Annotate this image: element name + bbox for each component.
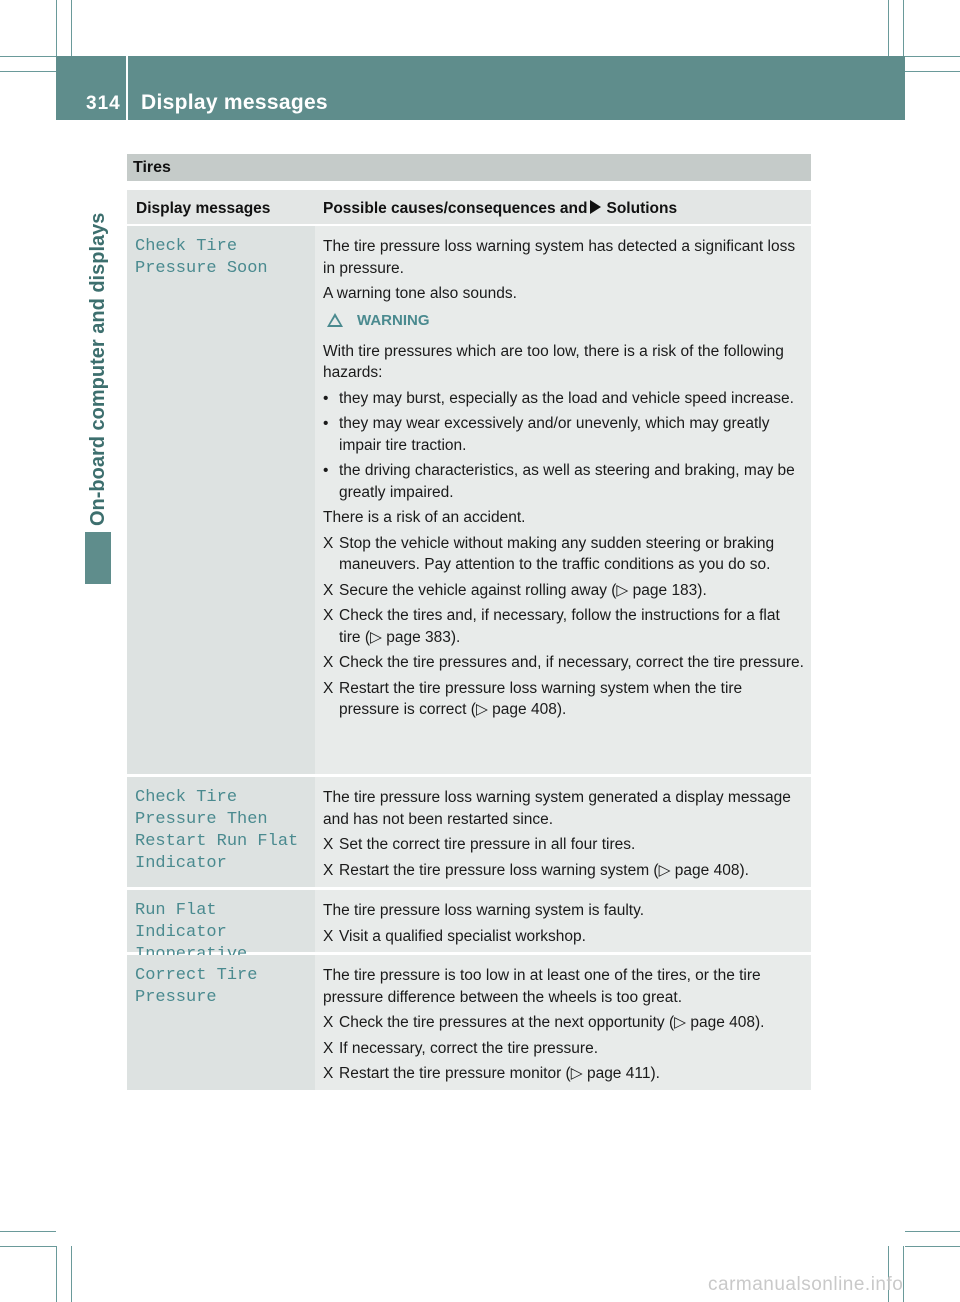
paragraph: The tire pressure loss warning system has detected a significant loss in pressure. [323, 238, 796, 277]
paragraph: The tire pressure loss warning system generated a display message and has not been restarted since. [323, 789, 791, 828]
header-divider [126, 56, 128, 120]
play-arrow-icon [590, 200, 601, 214]
table-row [127, 777, 811, 890]
step-text: Restart the tire pressure loss warning system when the tire pressure is correct (▷ page 408). [339, 679, 743, 718]
bullet-text: the driving characteristics, as well as steering and braking, may be greatly impaired. [339, 462, 795, 501]
column-header-solutions [315, 190, 811, 224]
table-header [127, 190, 811, 226]
step-x-icon: X [323, 1039, 334, 1057]
paragraph: There is a risk of an accident. [323, 509, 526, 526]
messages-table [127, 190, 811, 1093]
bullet-item [323, 413, 805, 456]
display-message: Correct Tire Pressure [135, 966, 258, 1007]
warning-label: WARNING [357, 311, 430, 329]
step-x-icon: X [323, 1065, 334, 1082]
step-text: Check the tire pressures at the next opportunity (▷ page 408). [339, 1014, 765, 1031]
crop-mark [71, 0, 72, 56]
step-x-icon: X [323, 679, 334, 697]
crop-mark [905, 71, 960, 72]
display-message: Run Flat Indicator [135, 901, 227, 942]
message-cell [127, 226, 315, 774]
page-title: Display messages [141, 91, 328, 114]
step-text: Stop the vehicle without making any sudden steering or braking maneuvers. Pay attention to the traffic conditions as you do so. [339, 534, 775, 573]
column-header-messages: Display messages [136, 200, 271, 217]
message-cell [127, 890, 315, 952]
step-text: Visit a qualified specialist workshop. [339, 927, 586, 945]
paragraph: The tire pressure loss warning system is faulty. [323, 902, 645, 919]
display-message: Check Tire Pressure Then Restart Run Flat Indicator [135, 788, 299, 873]
page-number: 314 [86, 93, 121, 114]
step-x-icon: X [323, 1014, 334, 1031]
side-tab-marker [85, 532, 111, 584]
warning-heading [323, 311, 805, 331]
crop-mark [0, 56, 56, 57]
bullet-icon: • [323, 462, 329, 479]
step-item [323, 580, 805, 602]
column-header-solutions-label: Solutions [606, 200, 678, 217]
step-x-icon: X [323, 836, 334, 853]
bullet-text: they may wear excessively and/or unevenly, which may greatly impair tire traction. [339, 415, 770, 454]
step-item [323, 1012, 805, 1034]
watermark: carmanualsonline.info [708, 1274, 904, 1295]
step-text: Restart the tire pressure monitor (▷ page 411). [339, 1065, 660, 1082]
step-item [323, 834, 805, 856]
crop-mark [71, 1246, 72, 1302]
step-item [323, 605, 805, 648]
step-item [323, 533, 805, 576]
crop-mark [905, 1231, 960, 1232]
warning-triangle-icon [327, 313, 343, 327]
bullet-icon: • [323, 415, 329, 432]
step-text: If necessary, correct the tire pressure. [339, 1039, 599, 1057]
paragraph: The tire pressure is too low in at least one of the tires, or the tire pressure difference between the wheels is too great. [323, 967, 761, 1006]
table-row [127, 890, 811, 955]
step-text: Set the correct tire pressure in all four tires. [339, 836, 636, 853]
step-x-icon: X [323, 581, 334, 599]
step-item [323, 860, 805, 882]
paragraph: A warning tone also sounds. [323, 285, 517, 302]
step-item [323, 1038, 805, 1060]
table-row [127, 226, 811, 777]
step-text: Restart the tire pressure loss warning system (▷ page 408). [339, 861, 749, 879]
message-cell [127, 955, 315, 1090]
paragraph: With tire pressures which are too low, there is a risk of the following hazards: [323, 342, 784, 381]
step-text: Secure the vehicle against rolling away (▷ page 183). [339, 581, 707, 599]
column-header-causes: Possible causes/consequences and [323, 200, 588, 217]
crop-mark [888, 0, 889, 56]
step-x-icon: X [323, 861, 334, 879]
step-item [323, 926, 805, 948]
crop-mark [56, 1246, 57, 1302]
crop-mark [56, 0, 57, 56]
message-cell [127, 777, 315, 887]
section-title: Tires [133, 159, 171, 176]
step-x-icon: X [323, 607, 334, 624]
step-x-icon: X [323, 927, 334, 945]
crop-mark [905, 56, 960, 57]
step-item [323, 652, 805, 674]
step-item [323, 1063, 805, 1085]
crop-mark [0, 71, 56, 72]
step-text: Check the tires and, if necessary, follow the instructions for a flat tire (▷ page 383). [339, 607, 780, 646]
step-x-icon: X [323, 654, 334, 671]
bullet-text: they may burst, especially as the load and vehicle speed increase. [339, 389, 794, 407]
section-bar [127, 154, 811, 181]
solution-cell [315, 955, 811, 1090]
step-text: Check the tire pressures and, if necessary, correct the tire pressure. [339, 654, 804, 671]
crop-mark [0, 1246, 56, 1247]
solution-cell [315, 890, 811, 952]
display-message: Check Tire Pressure Soon [135, 237, 268, 278]
solution-cell [315, 777, 811, 887]
solution-cell [315, 226, 811, 774]
bullet-item [323, 460, 805, 503]
crop-mark [905, 1246, 960, 1247]
bullet-icon: • [323, 389, 329, 407]
side-tab-label: On-board computer and displays [87, 212, 109, 526]
bullet-item [323, 388, 805, 410]
crop-mark [903, 0, 904, 56]
crop-mark [0, 1231, 56, 1232]
table-row [127, 955, 811, 1093]
step-item [323, 678, 805, 721]
step-x-icon: X [323, 534, 334, 552]
